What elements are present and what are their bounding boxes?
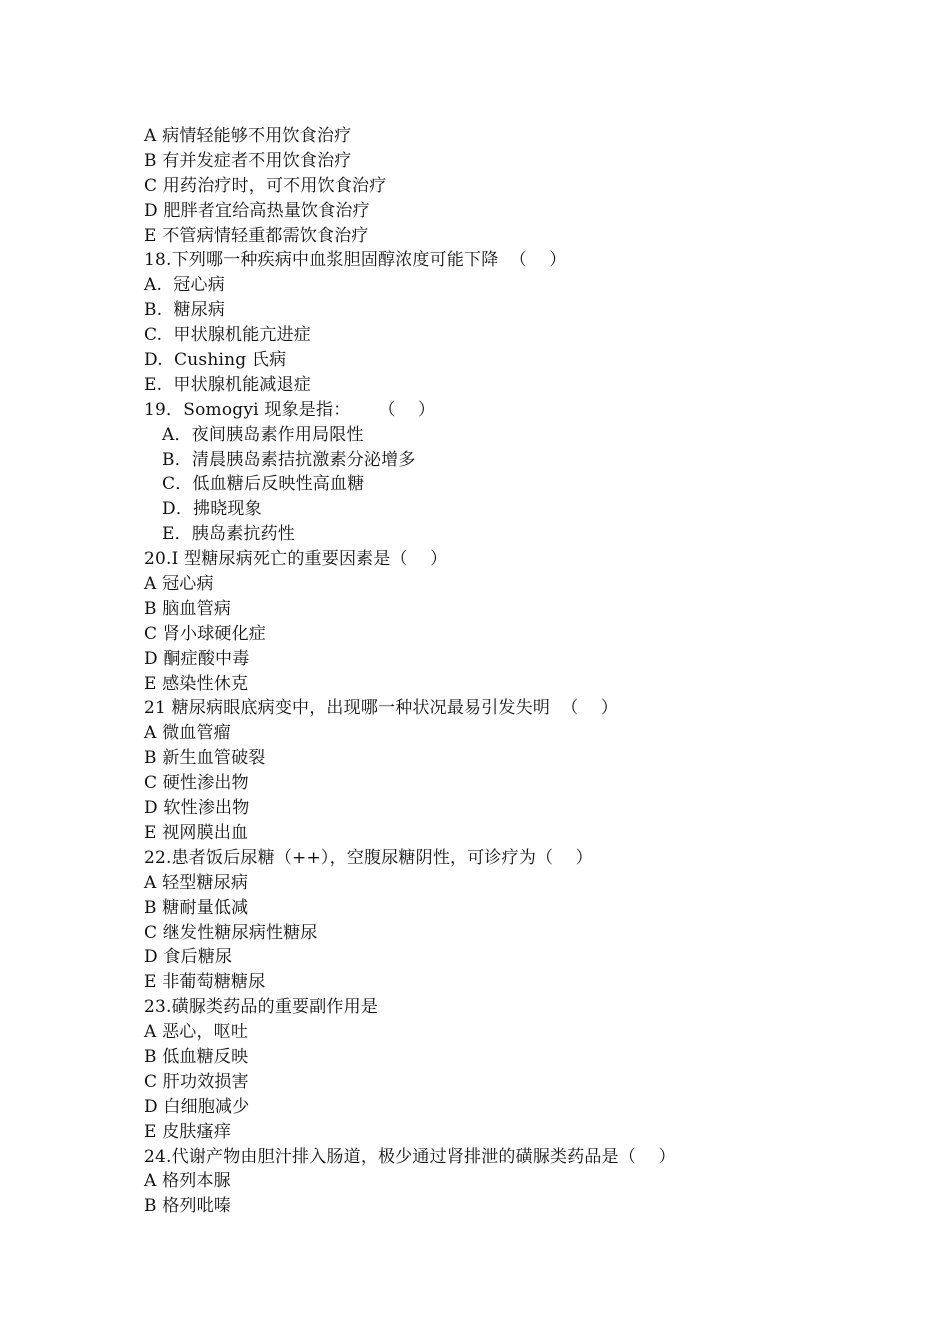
- text-line: B 有并发症者不用饮食治疗: [144, 150, 352, 171]
- text-line: D 酮症酸中毒: [144, 648, 250, 669]
- text-line: B 低血糖反映: [144, 1046, 249, 1067]
- text-line: 19．Somogyi 现象是指： （ ）: [144, 399, 436, 420]
- text-line: C 用药治疗时，可不用饮食治疗: [144, 175, 387, 196]
- text-line: 24.代谢产物由胆汁排入肠道，极少通过肾排泄的磺脲类药品是（ ）: [144, 1146, 676, 1167]
- text-line: A 轻型糖尿病: [144, 872, 249, 893]
- text-line: 20.Ⅰ 型糖尿病死亡的重要因素是（ ）: [144, 549, 448, 570]
- text-line: B 新生血管破裂: [144, 748, 266, 769]
- text-line: D. Cushing 氏病: [144, 350, 287, 371]
- text-line: 18.下列哪一种疾病中血浆胆固醇浓度可能下降 （ ）: [144, 250, 567, 271]
- text-line: B 糖耐量低减: [144, 897, 249, 918]
- text-line: C 肾小球硬化症: [144, 623, 267, 644]
- text-line: B. 糖尿病: [144, 300, 226, 321]
- text-line: E 视网膜出血: [144, 822, 249, 843]
- text-line: A 格列本脲: [144, 1171, 231, 1192]
- text-line: D．拂晓现象: [162, 499, 262, 520]
- text-line: D 肥胖者宜给高热量饮食治疗: [144, 200, 370, 221]
- text-line: A 恶心，呕吐: [144, 1022, 249, 1043]
- text-line: A. 冠心病: [144, 275, 225, 296]
- text-line: E 非葡萄糖糖尿: [144, 972, 266, 993]
- text-line: C. 甲状腺机能亢进症: [144, 325, 312, 346]
- text-line: D 食后糖尿: [144, 947, 233, 968]
- text-line: C．低血糖后反映性高血糖: [162, 474, 365, 495]
- text-line: A．夜间胰岛素作用局限性: [162, 424, 364, 445]
- text-line: 22.患者饭后尿糖（++），空腹尿糖阴性，可诊疗为（ ）: [144, 847, 593, 868]
- document-body: [144, 124, 864, 1219]
- text-line: A 冠心病: [144, 574, 214, 595]
- text-line: E 不管病情轻重都需饮食治疗: [144, 225, 369, 246]
- text-line: 23.磺脲类药品的重要副作用是: [144, 997, 379, 1018]
- text-line: D 白细胞减少: [144, 1096, 250, 1117]
- text-line: C 继发性糖尿病性糖尿: [144, 922, 318, 943]
- text-line: E. 甲状腺机能减退症: [144, 374, 312, 395]
- text-line: B 格列吡嗪: [144, 1196, 232, 1217]
- text-line: 21 糖尿病眼底病变中，出现哪一种状况最易引发失明 （ ）: [144, 698, 619, 719]
- text-line: B 脑血管病: [144, 598, 232, 619]
- text-line: E．胰岛素抗药性: [162, 524, 296, 545]
- text-line: A 微血管瘤: [144, 723, 231, 744]
- text-line: B．清晨胰岛素拮抗激素分泌增多: [162, 449, 416, 470]
- text-line: D 软性渗出物: [144, 798, 250, 819]
- text-line: E 皮肤瘙痒: [144, 1121, 232, 1142]
- text-line: E 感染性休克: [144, 673, 249, 694]
- text-line: C 硬性渗出物: [144, 773, 249, 794]
- text-line: C 肝功效损害: [144, 1071, 249, 1092]
- text-line: A 病情轻能够不用饮食治疗: [144, 126, 352, 146]
